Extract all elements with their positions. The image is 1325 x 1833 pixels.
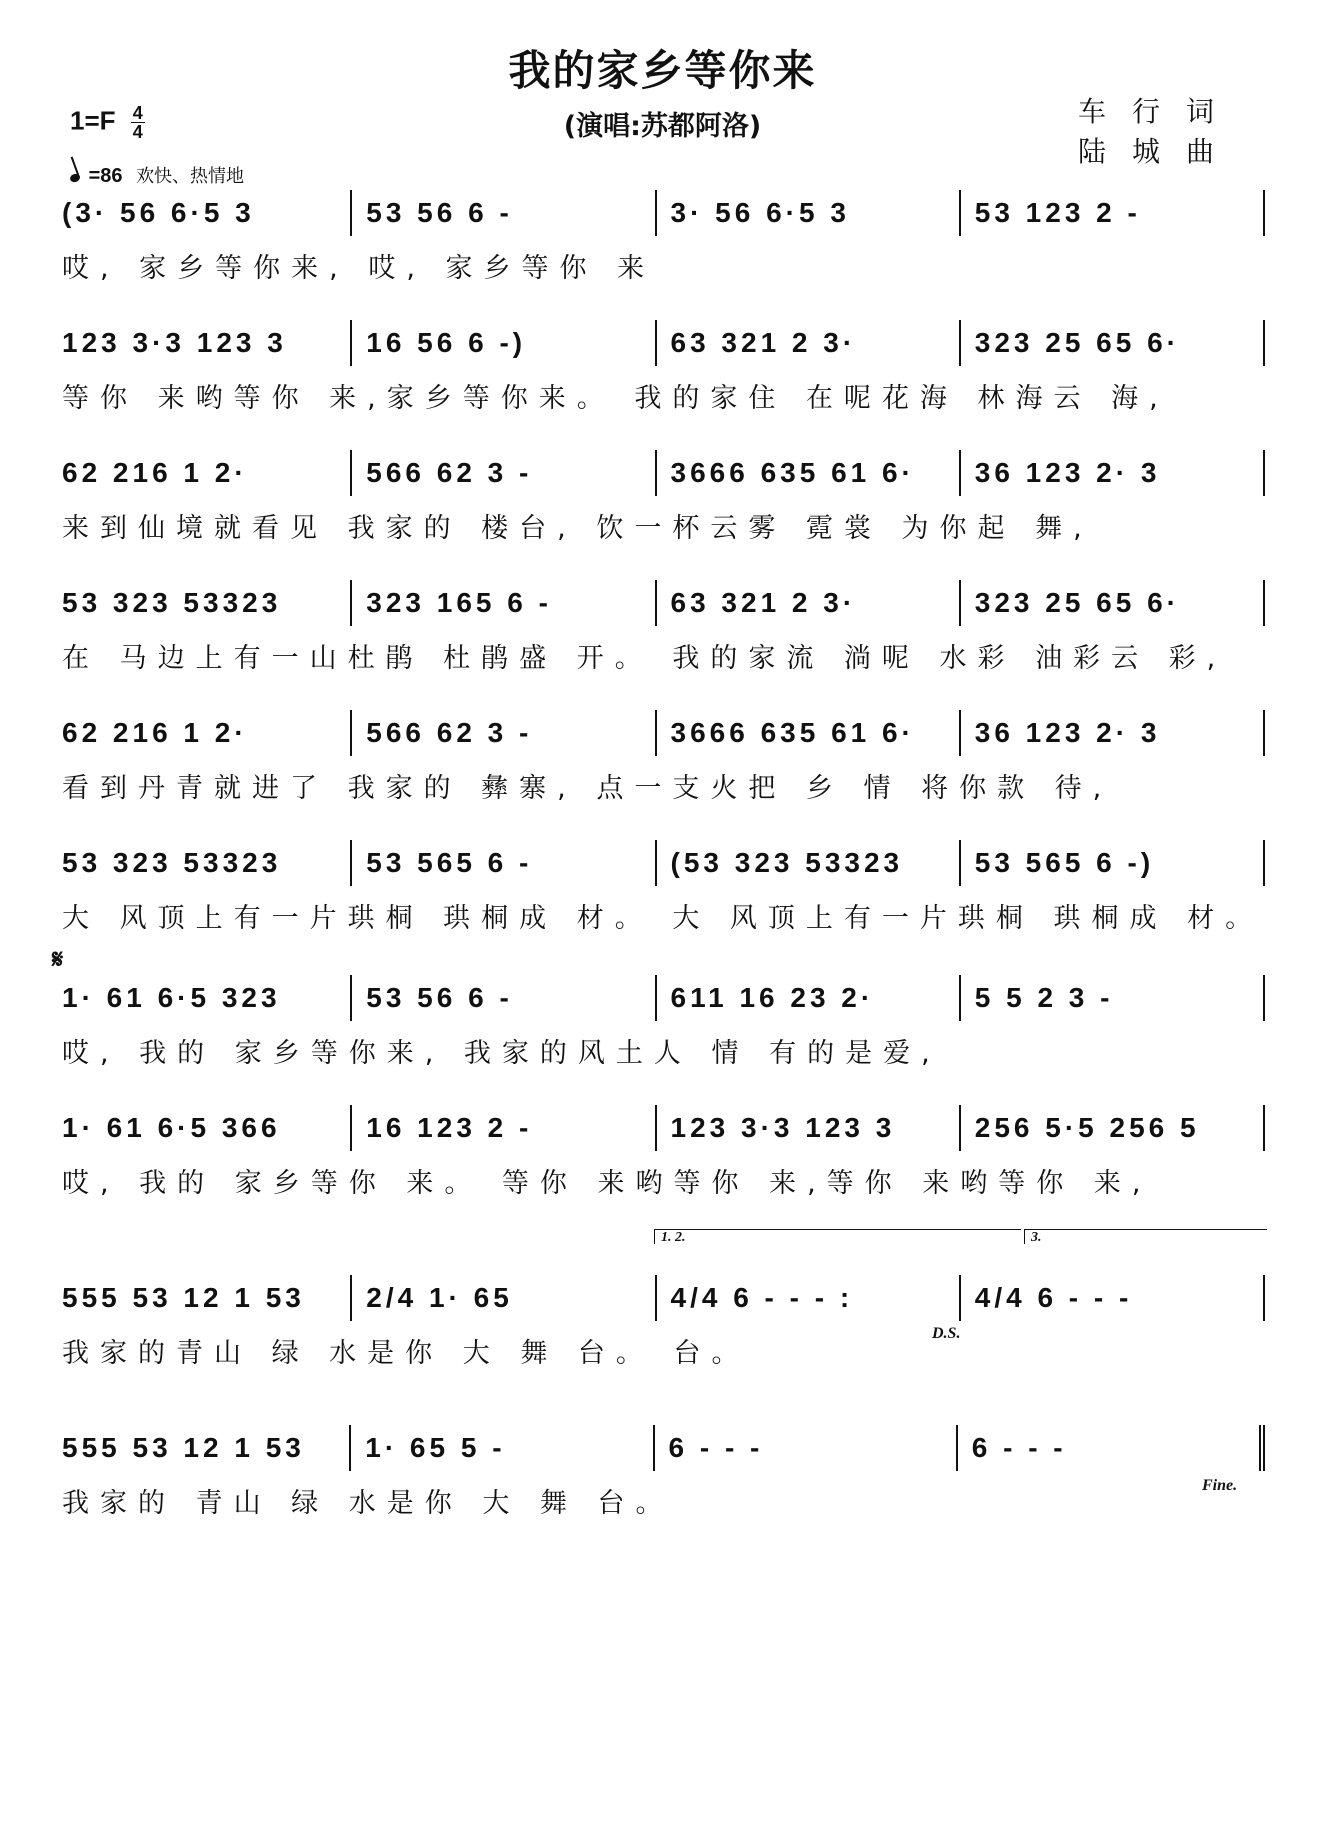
measure: 5 5 2 3 - <box>959 975 1263 1021</box>
measure: 123 3·3 123 3 <box>655 1105 959 1151</box>
song-title: 我的家乡等你来 <box>508 46 817 95</box>
measure: 1· 61 6·5 366 <box>62 1112 281 1143</box>
measure: 3666 635 61 6· <box>655 710 959 756</box>
measure: 62 216 1 2· <box>62 457 248 488</box>
time-numerator: 4 <box>132 103 143 123</box>
measure: 16 56 6 -) <box>350 320 654 366</box>
measure: 16 123 2 - <box>350 1105 654 1151</box>
dal-segno-mark: D.S. <box>932 1325 961 1342</box>
measure: 53 323 53323 <box>62 847 282 878</box>
notation-line <box>62 190 1265 236</box>
measure: (3· 56 6·5 3 <box>62 197 255 228</box>
segno-sign: 𝄋 <box>52 945 64 975</box>
measure: 3· 56 6·5 3 <box>655 190 959 236</box>
measure: 63 321 2 3· <box>655 320 959 366</box>
notation-line <box>62 975 1265 1021</box>
score-system-10 <box>62 1425 1265 1517</box>
measure: 123 3·3 123 3 <box>62 327 287 358</box>
score-system-8 <box>62 1105 1265 1197</box>
measure: 611 16 23 2· <box>655 975 959 1021</box>
notation-line <box>62 710 1265 756</box>
volta-third-ending: 3. <box>1024 1229 1267 1244</box>
measure: 3666 635 61 6· <box>655 450 959 496</box>
lyric-line: 大 风顶上有一片珙桐 珙桐成 材。 大 风顶上有一片珙桐 珙桐成 材。 <box>62 903 1264 932</box>
measure: 323 165 6 - <box>350 580 654 626</box>
measure: 36 123 2· 3 <box>959 710 1263 756</box>
notation-line <box>62 320 1265 366</box>
key-signature <box>70 104 145 141</box>
measure: 53 123 2 - <box>959 190 1263 236</box>
composer-credit: 陆城曲 <box>1078 135 1241 168</box>
measure: 53 56 6 - <box>350 190 654 236</box>
quarter-note-icon <box>69 173 81 184</box>
measure: 53 565 6 -) <box>959 840 1263 886</box>
tempo-marking <box>70 162 244 188</box>
lyric-line: 来到仙境就看见 我家的 楼台, 饮一杯云雾 霓裳 为你起 舞, <box>62 513 1093 542</box>
measure: 6 - - - <box>956 1425 1259 1471</box>
notation-line <box>62 580 1265 626</box>
measure: 323 25 65 6· <box>959 320 1263 366</box>
lyric-line: 我家的青山 绿 水是你 大 舞 台。 台。 <box>62 1338 750 1367</box>
measure: (53 323 53323 <box>655 840 959 886</box>
score-system-3 <box>62 450 1265 542</box>
measure: 555 53 12 1 53 <box>62 1282 305 1313</box>
notation-line <box>62 840 1265 886</box>
lyric-line: 哎, 我的 家乡等你 来。 等你 来哟等你 来,等你 来哟等你 来, <box>62 1168 1152 1197</box>
measure: 256 5·5 256 5 <box>959 1105 1263 1151</box>
tempo-description: 欢快、热情地 <box>136 166 245 187</box>
lyric-line: 等你 来哟等你 来,家乡等你来。 我的家住 在呢花海 林海云 海, <box>62 383 1169 412</box>
measure: 566 62 3 - <box>350 450 654 496</box>
lyric-line: 哎, 家乡等你来, 哎, 家乡等你 来 <box>62 253 656 282</box>
measure: 53 565 6 - <box>350 840 654 886</box>
score-system-6 <box>62 840 1265 932</box>
score-system-1 <box>62 190 1265 282</box>
measure: 63 321 2 3· <box>655 580 959 626</box>
measure: 53 56 6 - <box>350 975 654 1021</box>
lyricist-credit: 车行词 <box>1078 95 1241 128</box>
measure: 1· 61 6·5 323 <box>62 982 281 1013</box>
lyric-line: 哎, 我的 家乡等你来, 我家的风土人 情 有的是爱, <box>62 1038 941 1067</box>
score-system-2 <box>62 320 1265 412</box>
measure: 6 - - - <box>653 1425 956 1471</box>
time-signature <box>131 104 145 141</box>
measure: 323 25 65 6· <box>959 580 1263 626</box>
time-denominator: 4 <box>132 122 143 142</box>
lyric-line: 看到丹青就进了 我家的 彝寨, 点一支火把 乡 情 将你款 待, <box>62 773 1113 802</box>
measure: 36 123 2· 3 <box>959 450 1263 496</box>
measure: 566 62 3 - <box>350 710 654 756</box>
measure: 555 53 12 1 53 <box>62 1432 305 1463</box>
measure: 2/4 1· 65 <box>350 1275 654 1321</box>
lyric-line: 我家的 青山 绿 水是你 大 舞 台。 <box>62 1488 674 1517</box>
key-text: 1=F <box>70 105 116 136</box>
measure: 4/4 6 - - - <box>959 1275 1263 1321</box>
score-system-7 <box>52 945 1265 1067</box>
measure: 1· 65 5 - <box>349 1425 652 1471</box>
score-system-4 <box>62 580 1265 672</box>
fine-mark: Fine. <box>1202 1477 1238 1494</box>
notation-line <box>62 1275 1265 1321</box>
measure: 62 216 1 2· <box>62 717 248 748</box>
volta-first-ending: 1. 2. <box>654 1229 1021 1244</box>
notation-line <box>62 1425 1265 1471</box>
measure: 4/4 6 - - - : <box>655 1275 959 1321</box>
measure: 53 323 53323 <box>62 587 282 618</box>
tempo-value: =86 <box>88 165 123 187</box>
score-system-9 <box>62 1230 1265 1367</box>
lyric-line: 在 马边上有一山杜鹃 杜鹃盛 开。 我的家流 淌呢 水彩 油彩云 彩, <box>62 643 1227 672</box>
performer-subtitle: (演唱:苏都阿洛) <box>563 111 762 142</box>
score-system-5 <box>62 710 1265 802</box>
notation-line <box>62 1105 1265 1151</box>
notation-line <box>62 450 1265 496</box>
